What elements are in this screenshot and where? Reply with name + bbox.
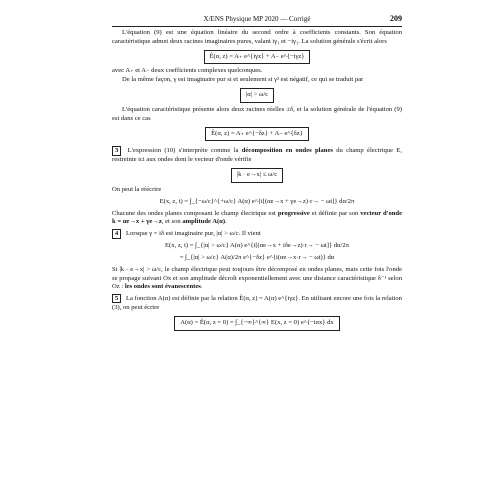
paragraph-4: L'équation caractéristique présente alors deux racines réelles ±δ, et la solution générale de l'équation (9) est dans ce cas [112, 105, 402, 122]
q3-c2: et définie par son [311, 209, 359, 217]
q3-c-bold2: vecteur d'onde k = αe→x + γe→z [112, 209, 403, 226]
q5-equation: A(α) = Ê(α, z = 0) = ∫_{−∞}^{∞} E(x, z = 0) e^{−iαx} dx [174, 316, 339, 331]
q3-c3: , et son [161, 218, 181, 226]
paragraph-2: avec A₊ et A₋ deux coefficients complexes quelconques. [112, 67, 263, 75]
paragraph-1: L'équation (9) est une équation linéaire du second ordre à coefficients constants. Son équation caractéristique admet deux racines imaginaires pures, valant iγ₁ et −iγ₁. La solution générale s'écrit alors [112, 29, 402, 45]
q3-text-bold: décomposition en ondes planes [241, 147, 333, 155]
q3-rewrite-text: On peut la réécrire [112, 185, 162, 193]
question-5-number: 5 [112, 294, 121, 303]
q4-equation-line-1: E(x, z, t) = ∫_{|α| > ω/c} A(α) e^{i[(αe→x + iδe→z)·r→ − ωt]} dα/2π [165, 242, 349, 250]
question-4 [112, 229, 402, 239]
q4-b1: Si |k · e→x| > ω/c, le champ électrique peut toujours être décomposé en ondes planes, mais cette fois l'onde se propage suivant Ox et son amplitude décroît exponentiellement avec une distance caractéristique δ⁻¹ selon Oz : [112, 265, 402, 291]
equation-3: Ê(α, z) = A₊ e^{−δz} + A₋ e^{δz} [205, 127, 309, 142]
q5-text-a: La fonction A(α) est définie par la relation Ê(α, z) = A(α) e^{iγz}. En utilisant encore une fois la relation (3), on peut écrire [112, 295, 402, 312]
q4-text-a: Lorsque γ = iδ est imaginaire pur, |α| > ω/c. Il vient [125, 230, 261, 238]
q3-c1: Chacune des ondes planes composant le champ électrique est [112, 209, 276, 217]
question-4-number: 4 [112, 229, 121, 238]
q3-condition-equation: |k · e→x| ≤ ω/c [231, 168, 283, 183]
q3-c-bold3: amplitude A(α) [182, 218, 226, 226]
page-header [112, 14, 402, 27]
q3-text-a: L'expression (10) s'interprète comme la [127, 147, 239, 155]
header-title: X/ENS Physique MP 2020 — Corrigé [203, 15, 311, 23]
equation-2: |α| > ω/c [240, 88, 274, 103]
q3-c4: . [225, 218, 227, 226]
question-3-number: 3 [112, 146, 121, 155]
equation-1: Ê(α, z) = A₊ e^{iγz} + A₋ e^{−iγz} [204, 50, 311, 65]
q3-integral-equation: E(x, z, t) = ∫_{−ω/c}^{+ω/c} A(α) e^{i[(αe→x + γe→z)·r→ − ωt]} dα/2π [159, 197, 355, 205]
q4-equation-line-2: = ∫_{|α| > ω/c} A(α)/2π e^{−δz} e^{i(αe→x·r→ − ωt)} dα [179, 253, 335, 261]
q3-conclusion [112, 210, 402, 228]
q3-text-b: du champ électrique E, restreinte ici aux ondes dont le vecteur d'onde vérifie [112, 147, 402, 164]
document-page [112, 14, 402, 490]
page-number: 209 [390, 14, 402, 23]
paragraph-3: De la même façon, γ est imaginaire pur si et seulement si γ² est négatif, ce qui se traduit par [122, 76, 364, 84]
q3-c-bold1: progressive [277, 209, 310, 217]
question-3 [112, 146, 402, 165]
question-5 [112, 294, 402, 313]
q4-conclusion [112, 266, 402, 292]
q4-b2: . [200, 283, 203, 291]
q4-b-bold: les ondes sont évanescentes [124, 283, 201, 291]
